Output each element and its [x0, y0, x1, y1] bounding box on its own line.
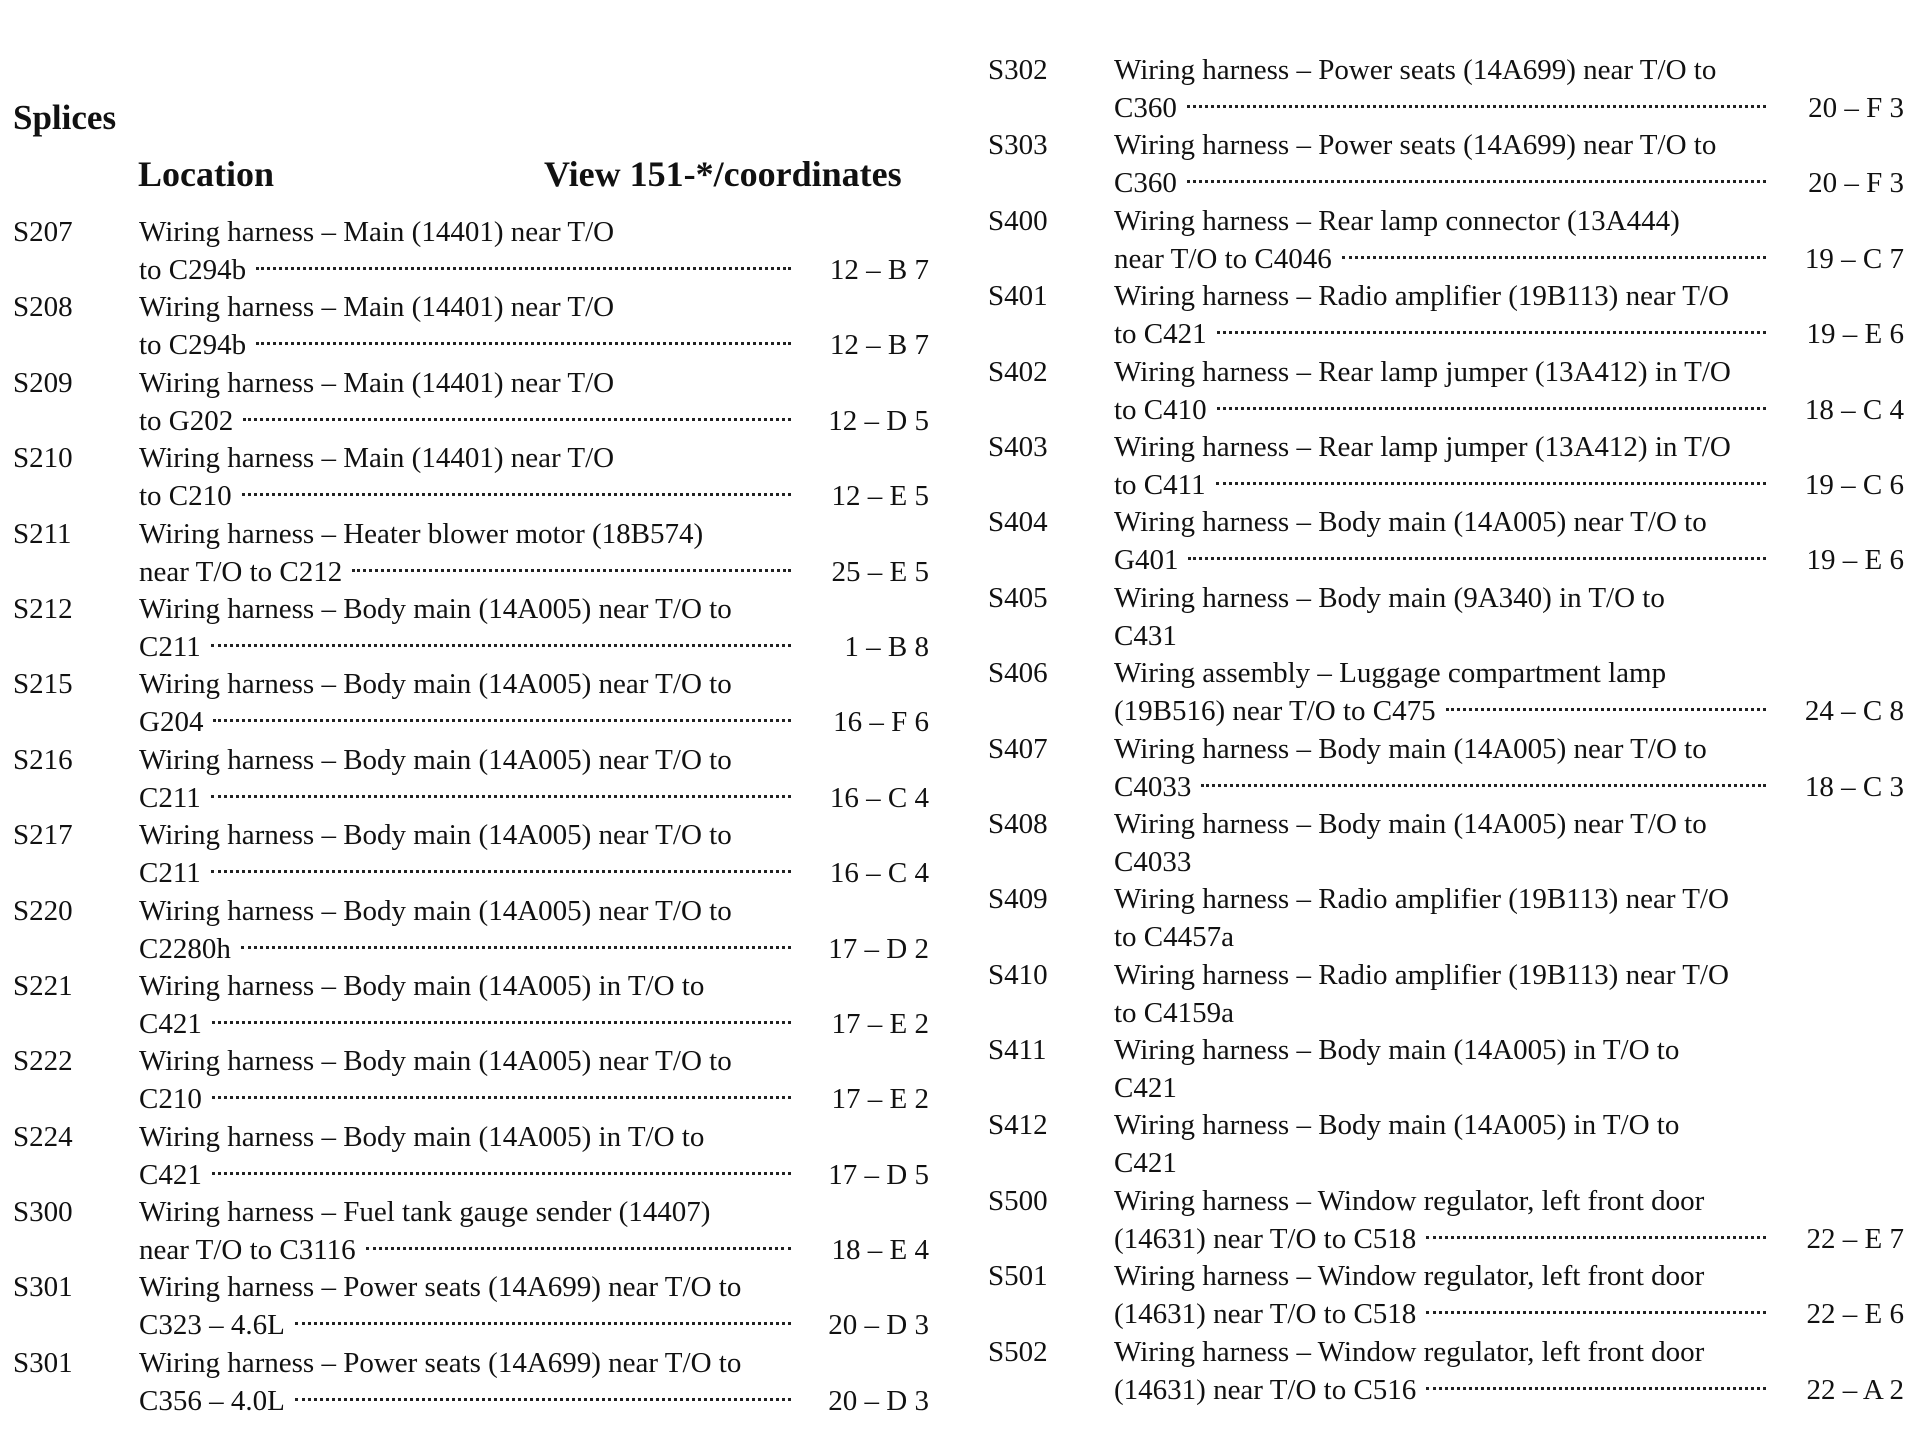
- splice-location-line1: Wiring harness – Main (14401) near T/O: [139, 216, 615, 248]
- splice-code: S410: [988, 958, 1048, 991]
- splice-location-line2-row: [1114, 89, 1904, 127]
- splice-location-line2-row: [139, 1382, 929, 1420]
- splice-entry: [13, 741, 929, 816]
- splice-coordinates: 24 – C 8: [1804, 695, 1904, 728]
- dot-leader: [295, 1398, 791, 1401]
- splice-coordinates: 20 – F 3: [1808, 167, 1904, 200]
- dot-leader: [213, 719, 791, 722]
- splice-code: S211: [13, 517, 72, 550]
- splice-location-line2-row: [139, 553, 929, 591]
- splice-coordinates: 16 – C 4: [829, 781, 929, 814]
- splice-location-line2-row: [1114, 1371, 1904, 1409]
- splice-coordinates: 17 – E 2: [831, 1007, 929, 1040]
- dot-leader: [1217, 407, 1766, 410]
- splice-location-line2-row: [139, 703, 929, 741]
- splice-code: S220: [13, 894, 73, 927]
- splice-entry: [13, 1193, 929, 1268]
- splice-location-line1: Wiring harness – Body main (14A005) in T/O to: [1114, 1109, 1680, 1142]
- dot-leader: [1187, 105, 1766, 108]
- splice-location-line2: G401: [1114, 544, 1179, 577]
- splice-location-line1: Wiring harness – Main (14401) near T/O: [139, 291, 615, 324]
- splice-location-line1: Wiring harness – Body main (14A005) near T/O to: [139, 592, 732, 625]
- splice-code: S209: [13, 366, 73, 399]
- splice-code: S409: [988, 883, 1048, 916]
- splice-entry: [988, 880, 1904, 955]
- splice-location-line2-row: [139, 402, 929, 440]
- splice-location-line2-row: [1114, 466, 1904, 504]
- splice-code: S412: [988, 1109, 1048, 1142]
- splice-entry: [988, 1182, 1904, 1257]
- splice-location-line1: Wiring harness – Radio amplifier (19B113) near T/O: [1114, 883, 1729, 916]
- splice-location-line2: to C410: [1114, 393, 1207, 426]
- splice-location-line2: C421: [1114, 1072, 1177, 1105]
- splice-location-line1: Wiring harness – Body main (14A005) near T/O to: [139, 668, 732, 701]
- splice-location-line2-row: [1114, 768, 1904, 806]
- splice-code: S215: [13, 668, 73, 701]
- dot-leader: [256, 267, 791, 270]
- splice-coordinates: 17 – D 5: [828, 1158, 929, 1191]
- splice-location-line1: Wiring harness – Main (14401) near T/O: [139, 366, 615, 399]
- splice-location-line2-row: [139, 1231, 929, 1269]
- splice-coordinates: 20 – D 3: [828, 1309, 929, 1342]
- splice-entry: [13, 1042, 929, 1117]
- splice-location-line1: Wiring harness – Window regulator, left front door: [1114, 1335, 1705, 1368]
- splice-code: S217: [13, 819, 73, 852]
- dot-leader: [1187, 180, 1766, 183]
- splice-location-line2: C431: [1114, 619, 1177, 652]
- splice-location-line1: Wiring harness – Window regulator, left front door: [1114, 1184, 1705, 1217]
- splice-location-line1: Wiring harness – Rear lamp jumper (13A412) in T/O: [1114, 430, 1731, 463]
- splice-coordinates: 20 – D 3: [828, 1384, 929, 1417]
- splice-location-line2-row: [1114, 315, 1904, 353]
- dot-leader: [243, 418, 791, 421]
- dot-leader: [1426, 1311, 1766, 1314]
- splice-location-line1: Wiring harness – Body main (14A005) in T/O to: [1114, 1034, 1680, 1067]
- splice-location-line2: (14631) near T/O to C516: [1114, 1373, 1417, 1406]
- splice-location-line2-row: [139, 930, 929, 968]
- splice-location-line2-row: [139, 326, 929, 364]
- splice-location-line2: C4033: [1114, 845, 1192, 878]
- splice-location-line2: to C411: [1114, 468, 1206, 501]
- view-coordinates-header: View 151-*/coordinates: [544, 154, 902, 194]
- splice-entry: [988, 1257, 1904, 1332]
- splice-entry: [988, 428, 1904, 503]
- splice-entry: [13, 1268, 929, 1343]
- splice-coordinates: 1 – B 8: [844, 630, 929, 663]
- location-header: Location: [138, 154, 275, 194]
- splice-code: S411: [988, 1034, 1047, 1067]
- splice-location-line2-row: [139, 628, 929, 666]
- dot-leader: [1342, 256, 1766, 259]
- splice-list-left: [13, 213, 929, 1419]
- dot-leader: [1188, 557, 1766, 560]
- splice-location-line2: near T/O to C212: [139, 555, 343, 588]
- splice-location-line1: Wiring harness – Fuel tank gauge sender (14407): [139, 1196, 711, 1229]
- splice-location-line2: (19B516) near T/O to C475: [1114, 695, 1436, 728]
- section-title: Splices: [13, 98, 117, 137]
- splice-location-line1: Wiring harness – Body main (14A005) near T/O to: [139, 819, 732, 852]
- splice-location-line2: G204: [139, 706, 204, 739]
- splice-location-line1: Wiring harness – Body main (14A005) near T/O to: [139, 1045, 732, 1078]
- splice-coordinates: 18 – C 4: [1804, 393, 1904, 426]
- dot-leader: [242, 493, 791, 496]
- dot-leader: [1216, 482, 1766, 485]
- splice-code: S403: [988, 430, 1048, 463]
- splice-location-line2: C211: [139, 781, 201, 814]
- splice-location-line2: near T/O to C4046: [1114, 242, 1332, 275]
- splice-list-right: [988, 51, 1904, 1408]
- splice-code: S402: [988, 355, 1048, 388]
- splice-location-line2-row: [139, 854, 929, 892]
- dot-leader: [1446, 708, 1766, 711]
- dot-leader: [1426, 1387, 1766, 1390]
- dot-leader: [1426, 1236, 1766, 1239]
- splice-code: S407: [988, 732, 1048, 765]
- splice-coordinates: 12 – D 5: [828, 404, 929, 437]
- splice-coordinates: 19 – E 6: [1806, 318, 1904, 351]
- splice-location-line2-row: [139, 779, 929, 817]
- splice-coordinates: 17 – E 2: [831, 1083, 929, 1116]
- splice-location-line2: C360: [1114, 92, 1177, 124]
- splice-location-line2-row: [139, 1306, 929, 1344]
- splice-entry: [13, 288, 929, 363]
- splice-entry: [988, 654, 1904, 729]
- splice-location-line2-row: [1114, 1144, 1904, 1182]
- splice-location-line2: C421: [1114, 1147, 1177, 1180]
- splice-entry: [13, 590, 929, 665]
- splice-code: S221: [13, 969, 73, 1002]
- splice-coordinates: 25 – E 5: [831, 555, 929, 588]
- splice-entry: [988, 503, 1904, 578]
- splice-location-line2: near T/O to C3116: [139, 1234, 356, 1267]
- splice-code: S302: [988, 54, 1048, 86]
- dot-leader: [1201, 784, 1766, 787]
- splice-location-line2: C360: [1114, 167, 1177, 200]
- splice-location-line1: Wiring harness – Radio amplifier (19B113) near T/O: [1114, 958, 1729, 991]
- splice-entry: [13, 515, 929, 590]
- splice-location-line1: Wiring harness – Power seats (14A699) near T/O to: [139, 1346, 742, 1379]
- splice-entry: [13, 364, 929, 439]
- splice-entry: [13, 967, 929, 1042]
- splice-code: S406: [988, 657, 1048, 690]
- splice-location-line2: (14631) near T/O to C518: [1114, 1222, 1417, 1255]
- splice-location-line2: C323 – 4.6L: [139, 1309, 285, 1342]
- splice-coordinates: 16 – C 4: [829, 857, 929, 890]
- splice-location-line1: Wiring harness – Window regulator, left front door: [1114, 1260, 1705, 1293]
- splice-location-line2: (14631) near T/O to C518: [1114, 1298, 1417, 1331]
- splice-entry: [988, 353, 1904, 428]
- splice-location-line1: Wiring harness – Body main (14A005) in T/O to: [139, 969, 705, 1002]
- splice-location-line2-row: [139, 1005, 929, 1043]
- splice-location-line2-row: [1114, 1220, 1904, 1258]
- splice-code: S210: [13, 442, 73, 475]
- dot-leader: [352, 569, 791, 572]
- splice-location-line2: C2280h: [139, 932, 231, 965]
- splice-location-line2: to C294b: [139, 329, 247, 362]
- splice-coordinates: 12 – E 5: [831, 480, 929, 513]
- splice-location-line2-row: [139, 1080, 929, 1118]
- splice-code: S502: [988, 1335, 1048, 1368]
- splice-coordinates: 19 – C 7: [1804, 242, 1904, 275]
- splice-location-line1: Wiring harness – Radio amplifier (19B113) near T/O: [1114, 280, 1729, 313]
- splice-location-line1: Wiring harness – Body main (14A005) in T/O to: [139, 1120, 705, 1153]
- dot-leader: [241, 946, 791, 949]
- splice-coordinates: 19 – E 6: [1806, 544, 1904, 577]
- splice-location-line2: C210: [139, 1083, 202, 1116]
- splice-location-line2-row: [1114, 692, 1904, 730]
- splice-code: S303: [988, 129, 1048, 162]
- splice-location-line1: Wiring harness – Heater blower motor (18B574): [139, 517, 704, 550]
- splice-location-line1: Wiring harness – Body main (14A005) near T/O to: [139, 894, 732, 927]
- splice-code: S400: [988, 204, 1048, 237]
- splice-code: S408: [988, 807, 1048, 840]
- splice-code: S212: [13, 592, 73, 625]
- splice-code: S401: [988, 280, 1048, 313]
- splice-entry: [988, 579, 1904, 654]
- splice-location-line2-row: [1114, 541, 1904, 579]
- splice-location-line2: to C294b: [139, 254, 247, 286]
- splice-location-line2-row: [1114, 391, 1904, 429]
- dot-leader: [256, 342, 791, 345]
- splice-code: S208: [13, 291, 73, 324]
- splice-location-line1: Wiring harness – Body main (9A340) in T/O to: [1114, 581, 1665, 614]
- splice-location-line2: to C210: [139, 480, 232, 513]
- splice-code: S404: [988, 506, 1048, 539]
- splice-coordinates: 16 – F 6: [833, 706, 929, 739]
- splice-location-line2-row: [139, 1156, 929, 1194]
- splice-location-line1: Wiring harness – Main (14401) near T/O: [139, 442, 615, 475]
- splice-entry: [988, 956, 1904, 1031]
- splice-coordinates: 18 – C 3: [1804, 770, 1904, 803]
- splice-location-line2-row: [1114, 164, 1904, 202]
- splice-location-line2: to C4159a: [1114, 996, 1235, 1029]
- splice-entry: [13, 665, 929, 740]
- splice-entry: [988, 1106, 1904, 1181]
- splice-location-line2: C4033: [1114, 770, 1192, 803]
- splice-entry: [13, 1344, 929, 1419]
- splice-location-line2: to C4457a: [1114, 921, 1235, 954]
- dot-leader: [211, 795, 791, 798]
- splice-entry: [988, 805, 1904, 880]
- splice-location-line2-row: [139, 251, 929, 289]
- splice-location-line2-row: [1114, 994, 1904, 1032]
- splice-location-line1: Wiring harness – Body main (14A005) near T/O to: [139, 743, 732, 776]
- splice-entry: [13, 816, 929, 891]
- splice-location-line1: Wiring harness – Rear lamp jumper (13A412) in T/O: [1114, 355, 1731, 388]
- splice-location-line2: C356 – 4.0L: [139, 1384, 285, 1417]
- splice-code: S224: [13, 1120, 73, 1153]
- splice-code: S301: [13, 1271, 73, 1304]
- splice-location-line2-row: [1114, 240, 1904, 278]
- splice-location-line2: C211: [139, 630, 201, 663]
- splice-coordinates: 22 – A 2: [1806, 1373, 1904, 1406]
- splice-coordinates: 17 – D 2: [828, 932, 929, 965]
- splice-location-line2-row: [1114, 617, 1904, 655]
- splice-location-line1: Wiring harness – Power seats (14A699) near T/O to: [1114, 54, 1717, 86]
- dot-leader: [212, 1172, 791, 1175]
- dot-leader: [366, 1247, 791, 1250]
- splice-entry: [13, 213, 929, 288]
- splice-location-line2: to C421: [1114, 318, 1207, 351]
- splice-code: S301: [13, 1346, 73, 1379]
- splice-entry: [13, 439, 929, 514]
- splice-coordinates: 22 – E 6: [1806, 1298, 1904, 1331]
- splice-location-line2-row: [1114, 1069, 1904, 1107]
- splice-coordinates: 18 – E 4: [831, 1234, 929, 1267]
- splice-code: S222: [13, 1045, 73, 1078]
- splice-entry: [988, 277, 1904, 352]
- splice-location-line1: Wiring harness – Body main (14A005) near T/O to: [1114, 506, 1707, 539]
- dot-leader: [211, 870, 791, 873]
- dot-leader: [1217, 331, 1766, 334]
- splice-coordinates: 22 – E 7: [1806, 1222, 1904, 1255]
- splice-coordinates: 12 – B 7: [829, 329, 929, 362]
- splice-code: S501: [988, 1260, 1048, 1293]
- splice-location-line2: C211: [139, 857, 201, 890]
- dot-leader: [211, 644, 791, 647]
- splice-location-line2: C421: [139, 1158, 202, 1191]
- splice-code: S300: [13, 1196, 73, 1229]
- splice-code: S216: [13, 743, 73, 776]
- splice-location-line2-row: [1114, 843, 1904, 881]
- splice-location-line1: Wiring harness – Body main (14A005) near T/O to: [1114, 732, 1707, 765]
- splice-location-line1: Wiring harness – Rear lamp connector (13A444): [1114, 204, 1680, 237]
- splice-location-line2-row: [1114, 1295, 1904, 1333]
- splice-coordinates: 12 – B 7: [829, 254, 929, 286]
- splice-location-line1: Wiring assembly – Luggage compartment lamp: [1114, 657, 1667, 690]
- splice-location-line2: C421: [139, 1007, 202, 1040]
- splice-location-line1: Wiring harness – Power seats (14A699) near T/O to: [1114, 129, 1717, 162]
- splice-entry: [13, 892, 929, 967]
- splice-code: S500: [988, 1184, 1048, 1217]
- dot-leader: [295, 1322, 791, 1325]
- splice-location-line1: Wiring harness – Body main (14A005) near T/O to: [1114, 807, 1707, 840]
- splice-location-line1: Wiring harness – Power seats (14A699) near T/O to: [139, 1271, 742, 1304]
- splice-entry: [988, 730, 1904, 805]
- splice-code: S405: [988, 581, 1048, 614]
- splice-entry: [988, 1031, 1904, 1106]
- dot-leader: [212, 1096, 791, 1099]
- splice-location-line2: to G202: [139, 404, 234, 437]
- splice-code: S207: [13, 216, 73, 248]
- splice-coordinates: 19 – C 6: [1804, 468, 1904, 501]
- splice-coordinates: 20 – F 3: [1808, 92, 1904, 124]
- splice-location-line2-row: [139, 477, 929, 515]
- splice-entry: [988, 51, 1904, 126]
- splice-entry: [988, 202, 1904, 277]
- splice-entry: [988, 1333, 1904, 1408]
- splice-location-line2-row: [1114, 918, 1904, 956]
- splice-entry: [988, 126, 1904, 201]
- splice-entry: [13, 1118, 929, 1193]
- dot-leader: [212, 1021, 791, 1024]
